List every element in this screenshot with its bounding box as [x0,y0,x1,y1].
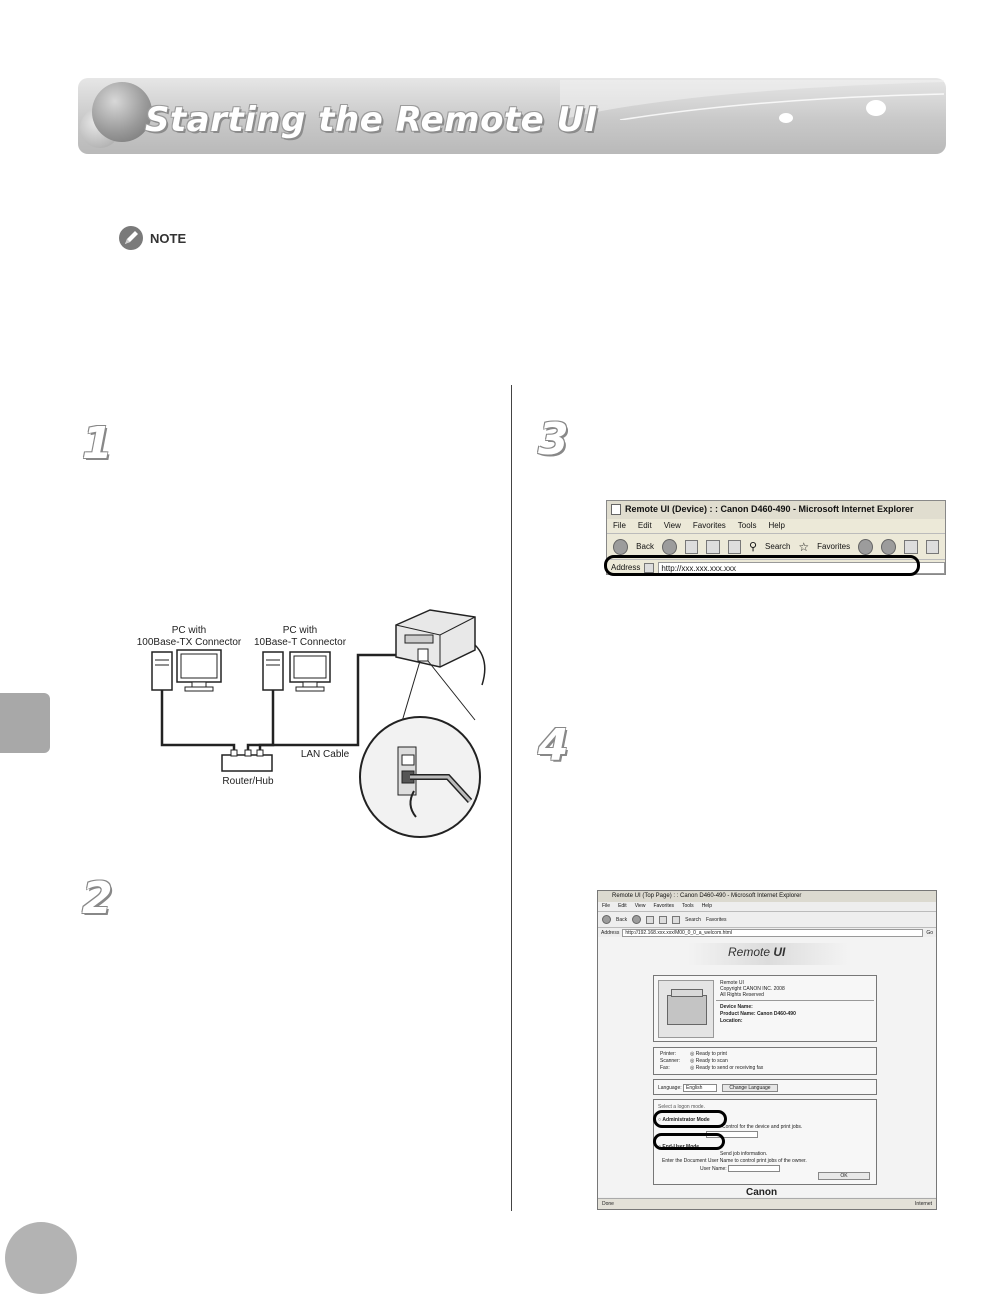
pc2-label-line2: 10Base-T Connector [253,637,347,648]
page-title: Starting the Remote UI [145,100,598,140]
address-input[interactable]: http://192.168.xxx.xxx/M00_0_0_a_welcom.html [622,929,923,937]
location: Location: [720,1018,743,1024]
status-zone: Internet [915,1201,932,1207]
device-info-box [653,975,877,1042]
print-icon[interactable] [904,540,917,554]
forward-icon[interactable] [632,915,641,924]
menu-edit[interactable]: Edit [637,521,652,530]
address-label: Address [611,563,641,572]
device-name: Device Name: [720,1004,753,1010]
browser-menu-bar [607,519,945,533]
admin-mode-radio[interactable]: ○ [658,1117,662,1123]
enduser-description: Enter the Document User Name to control print jobs of the owner. [662,1158,807,1164]
stop-icon[interactable] [646,916,654,924]
remote-ui-title-bar [598,891,936,902]
admin-mode-highlight-oval [653,1110,727,1128]
step-number-2: 2 [82,873,113,924]
lan-cable-label: LAN Cable [300,749,350,760]
user-name-input[interactable] [728,1165,780,1172]
step-number-4: 4 [538,720,569,771]
remote-ui-toolbar [598,911,936,927]
admin-mode-description: Control for the device and print jobs. [722,1124,803,1130]
remote-ui-address-bar [598,927,936,937]
device-status-box: Printer: ◎ Ready to print Scanner: ◎ Ready to scan Fax: ◎ Ready to send or receiving fax [653,1047,877,1075]
menu-file[interactable]: File [602,903,611,909]
remote-ui-menu-bar [598,902,936,911]
info-line: Copyright CANON INC. 2008 [720,986,785,992]
printer-label: Printer: [660,1051,677,1057]
edit-icon[interactable] [926,540,939,554]
printer-status: Ready to print [695,1051,727,1057]
go-button[interactable]: Go [926,929,933,936]
address-highlight-oval [604,555,920,576]
language-select[interactable]: English [683,1084,717,1092]
search-icon[interactable]: ⚲ [748,541,758,553]
pc1-label-line2: 100Base-TX Connector [136,637,242,648]
refresh-icon[interactable] [706,540,719,554]
menu-help[interactable]: Help [701,903,712,909]
logo-text: Remote [728,945,771,959]
favorites-star-icon[interactable]: ☆ [798,539,810,554]
logon-prompt: Select a logon mode. [658,1104,705,1110]
browser-status-bar [598,1198,936,1209]
refresh-icon[interactable] [659,916,667,924]
back-button-label[interactable]: Back [636,542,654,551]
pencil-note-icon [118,225,144,251]
info-line: Remote UI [720,980,744,986]
remote-ui-logo [728,945,785,959]
menu-tools[interactable]: Tools [737,521,757,530]
printer-thumbnail [658,980,714,1038]
network-diagram [130,605,490,845]
back-icon[interactable] [613,539,628,555]
router-hub-label: Router/Hub [222,776,274,787]
remote-ui-window-title: Remote UI (Top Page) : : Canon D460-490 - Microsoft Internet Explorer [612,893,802,899]
fax-label: Fax: [660,1065,670,1071]
admin-mode-label[interactable]: Administrator Mode [662,1117,710,1123]
pc1-label [134,625,244,649]
canon-brand: Canon [746,1187,778,1198]
home-icon[interactable] [728,540,741,554]
logo-text-bold: UI [773,945,786,959]
scanner-status: Ready to scan [695,1058,728,1064]
banner-dot [866,100,886,116]
step-number-3: 3 [538,414,569,465]
stop-icon[interactable] [685,540,698,554]
pc2-label-line1: PC with [282,625,318,636]
scanner-label: Scanner: [660,1058,681,1064]
favorites-button-label[interactable]: Favorites [705,916,727,923]
page-icon [611,504,621,515]
banner-ball-large [92,82,152,142]
menu-edit[interactable]: Edit [618,903,627,909]
browser-title-bar [607,501,945,519]
menu-favorites[interactable]: Favorites [653,903,674,909]
enduser-mode-label[interactable]: End-User Mode [662,1144,700,1150]
back-icon[interactable] [602,915,611,924]
language-label: Language: [658,1085,682,1091]
fax-status: Ready to send or receiving fax [695,1065,764,1071]
banner-wave-decoration [560,80,944,120]
ok-button[interactable]: OK [818,1172,870,1180]
menu-tools[interactable]: Tools [682,903,694,909]
search-button-label[interactable]: Search [685,916,701,923]
pc2-label [250,625,350,649]
step-number-1: 1 [82,418,113,469]
remote-ui-window-screenshot [597,890,937,1210]
address-input[interactable]: http://xxx.xxx.xxx.xxx [658,562,945,574]
home-icon[interactable] [672,916,680,924]
banner-dot [779,113,793,123]
menu-favorites[interactable]: Favorites [692,521,726,530]
browser-title: Remote UI (Device) : : Canon D460-490 - Microsoft Internet Explorer [625,504,914,514]
menu-help[interactable]: Help [768,521,785,530]
user-name-label: User Name: [700,1165,727,1172]
enduser-mode-highlight-oval [653,1133,725,1150]
history-icon[interactable] [858,539,873,555]
pc1-label-line1: PC with [171,625,207,636]
search-button-label[interactable]: Search [765,542,791,551]
page-number-circle [5,1222,77,1294]
note-heading: NOTE [150,231,187,246]
menu-file[interactable]: File [613,521,626,530]
enduser-description: Send job information. [720,1151,768,1157]
mail-icon[interactable] [881,539,896,555]
back-button-label[interactable]: Back [616,916,628,923]
forward-icon[interactable] [662,539,677,555]
menu-view[interactable]: View [634,903,646,909]
enduser-mode-radio[interactable]: ○ [658,1144,662,1150]
chapter-side-tab [0,693,50,753]
column-divider [511,385,512,1211]
menu-view[interactable]: View [663,521,681,530]
info-line: All Rights Reserved [720,992,764,998]
address-label: Address [601,929,620,936]
change-language-button[interactable]: Change Language [722,1084,777,1092]
remote-ui-page [598,937,936,1197]
status-done: Done [602,1201,614,1207]
product-name: Product Name: Canon D460-490 [720,1011,796,1017]
favorites-button-label[interactable]: Favorites [817,542,851,551]
language-box [653,1079,877,1095]
